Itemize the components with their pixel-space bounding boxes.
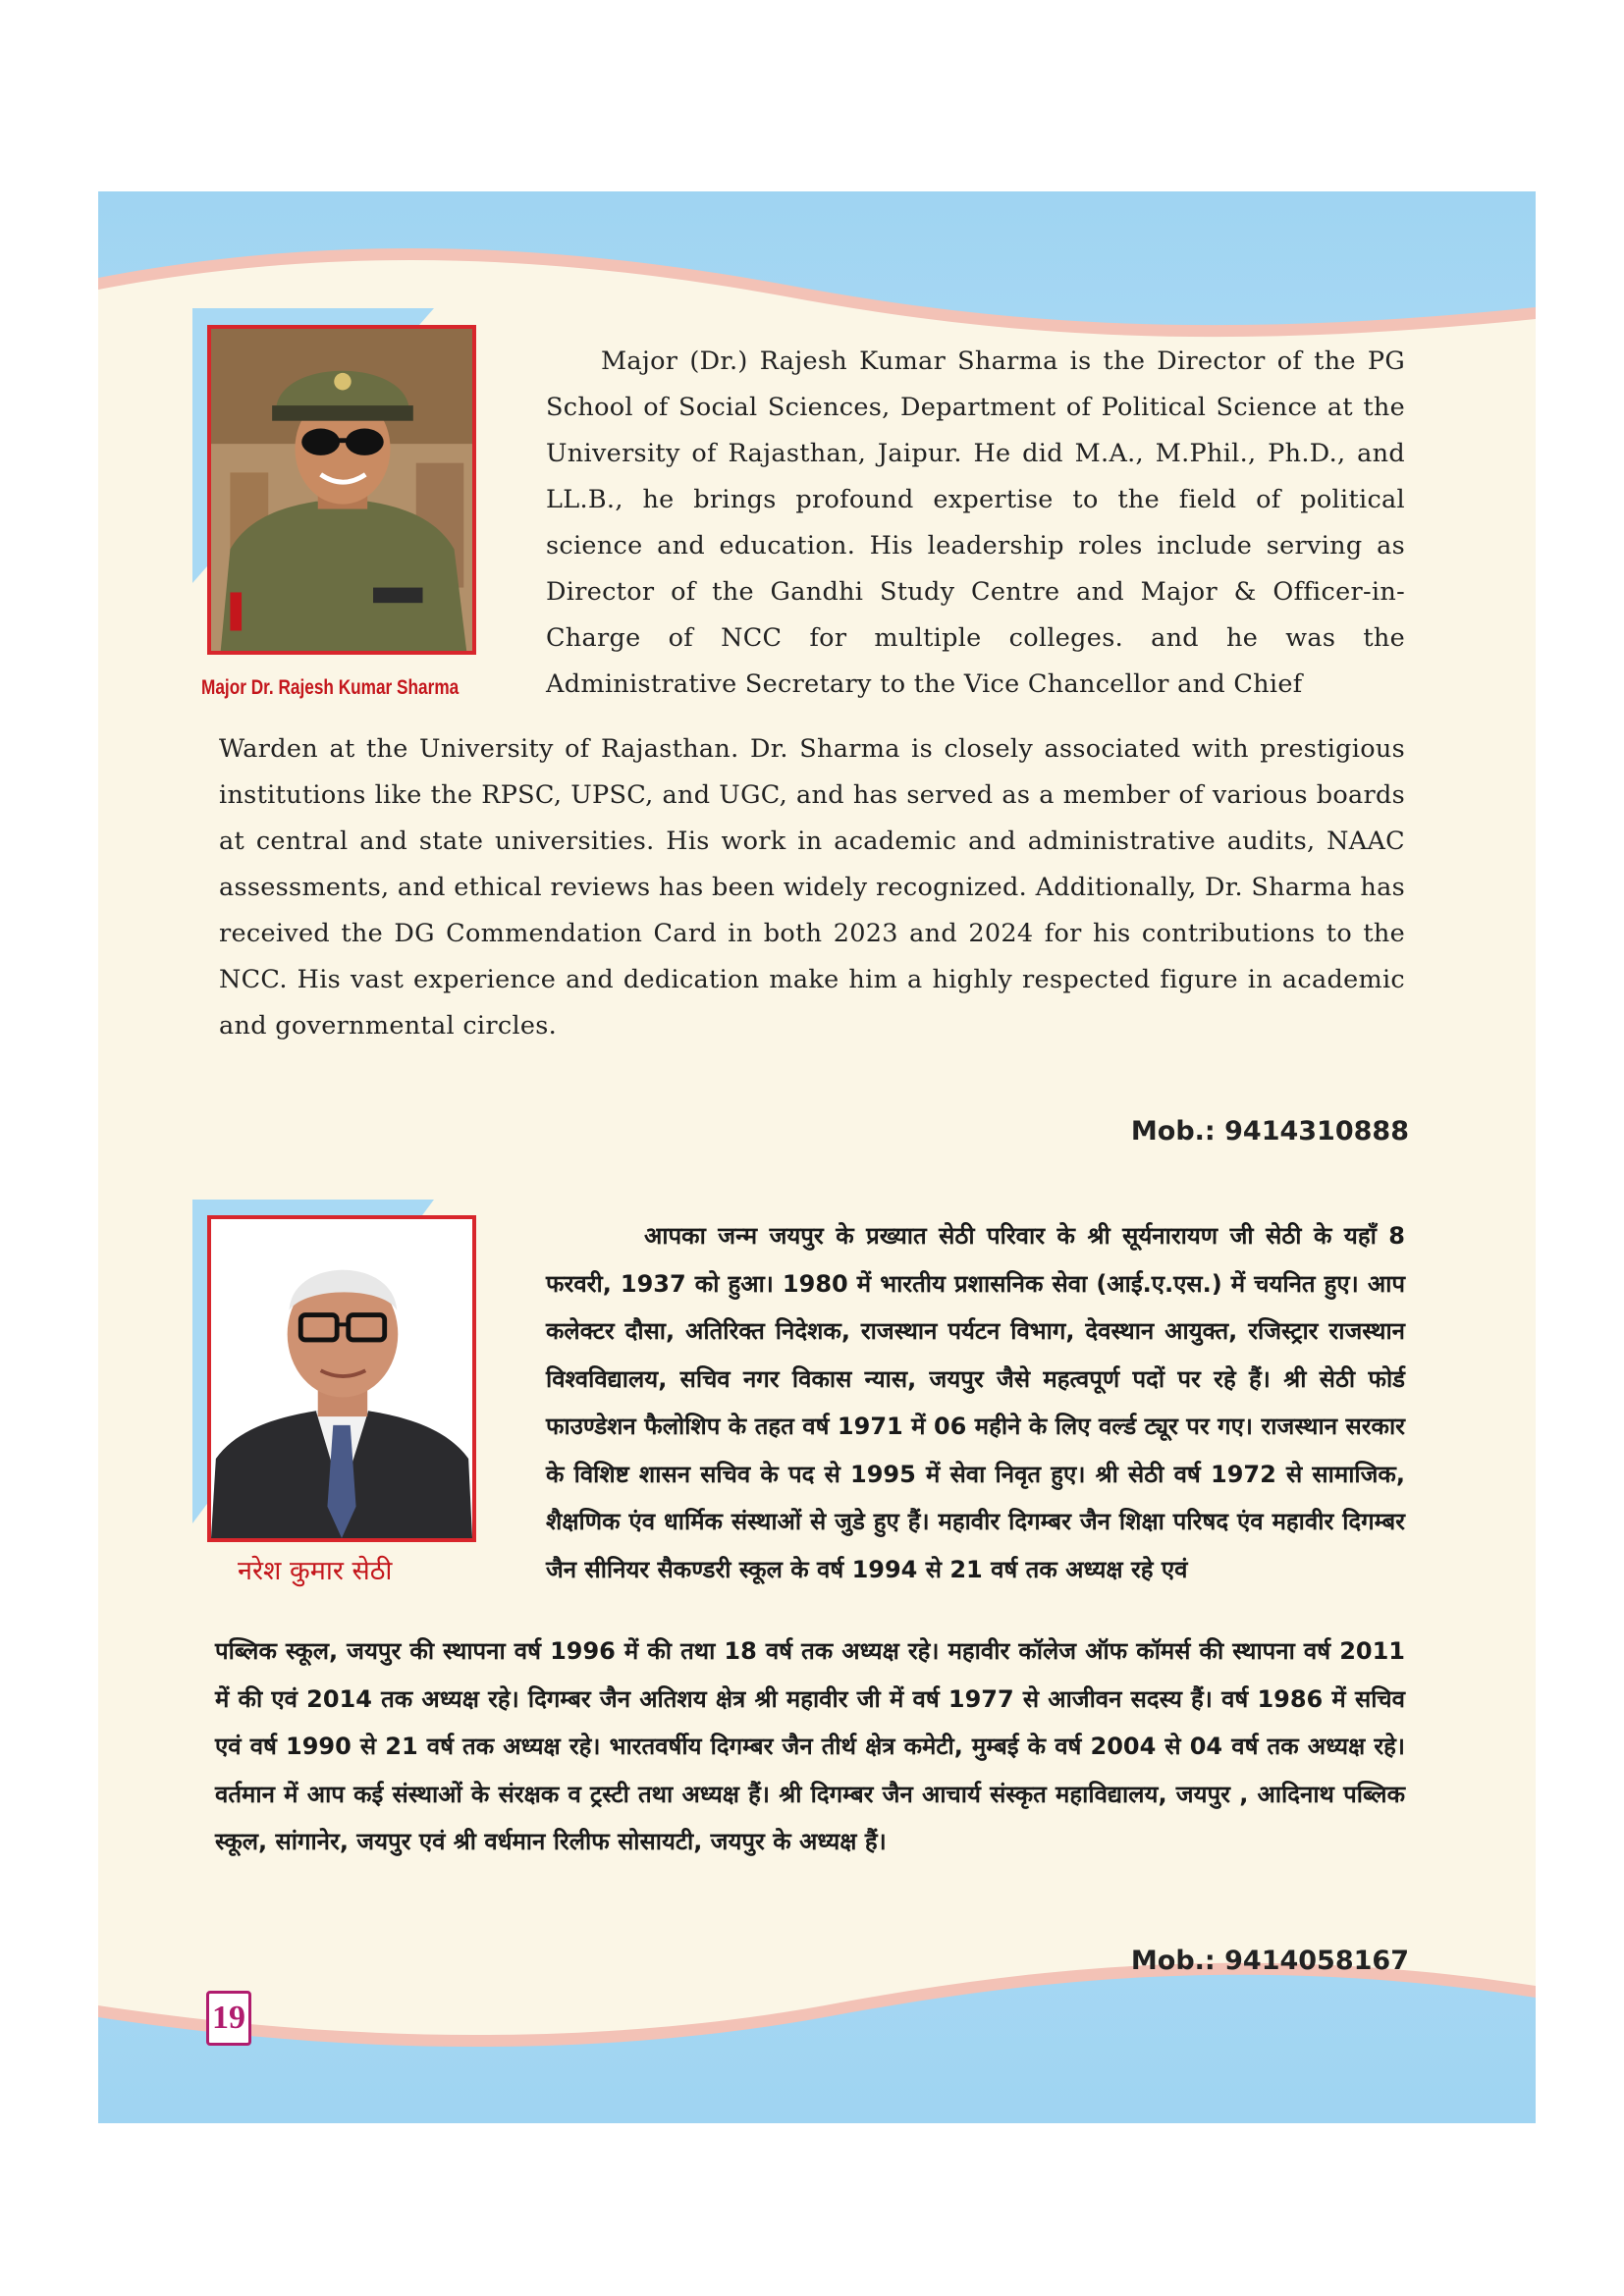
profile-1-paragraph-top: Major (Dr.) Rajesh Kumar Sharma is the Director of the PG School of Social Sciences, Department of Political Science at the University of Rajasthan, Jaipur. He did M.A., M.Phil., Ph.D., and LL.B., he brings profound expertise to the field of political science and education. His leadership roles include serving as Director of the Gandhi Study Centre and Major & Officer-in-Charge of NCC for multiple colleges. and he was the Administrative Secretary to the Vice Chancellor and Chief <box>546 347 1405 699</box>
profile-photo-rajesh-sharma <box>207 325 476 655</box>
profile-photo-naresh-sethi <box>207 1215 476 1542</box>
profile-2-paragraph-bottom: पब्लिक स्कूल, जयपुर की स्थापना वर्ष 1996 में की तथा 18 वर्ष तक अध्यक्ष रहे। महावीर कॉलेज ऑफ कॉमर्स की स्थापना वर्ष 2011 में की एवं 2014 तक अध्यक्ष रहे। दिगम्बर जैन अतिशय क्षेत्र श्री महावीर जी में वर्ष 1977 से आजीवन सदस्य हैं। वर्ष 1986 में सचिव एवं वर्ष 1990 से 21 वर्ष तक अध्यक्ष रहे। भारतवर्षीय दिगम्बर जैन तीर्थ क्षेत्र कमेटी, मुम्बई के वर्ष 2004 से 04 वर्ष तक अध्यक्ष रहे। वर्तमान में आप कई संस्थाओं के संरक्षक व ट्रस्टी तथा अध्यक्ष हैं। श्री दिगम्बर जैन आचार्य संस्कृत महाविद्यालय, जयपुर , आदिनाथ पब्लिक स्कूल, सांगानेर, जयपुर एवं श्री वर्धमान रिलीफ सोसायटी, जयपुर के अध्यक्ष हैं। <box>215 1637 1405 1855</box>
profile-1-paragraph-bottom: Warden at the University of Rajasthan. Dr. Sharma is closely associated with prestigious institutions like the RPSC, UPSC, and UGC, and has served as a member of various boards at central and state universities. His work in academic and administrative audits, NAAC assessments, and ethical reviews has been widely recognized. Additionally, Dr. Sharma has received the DG Commendation Card in both 2023 and 2024 for his contributions to the NCC. His vast experience and dedication make him a highly respected figure in academic and governmental circles. <box>219 734 1405 1041</box>
page-number: 19 <box>206 1991 251 2046</box>
profile-2-paragraph-top: आपका जन्म जयपुर के प्रख्यात सेठी परिवार के श्री सूर्यनारायण जी सेठी के यहाँ 8 फरवरी, 1937 को हुआ। 1980 में भारतीय प्रशासनिक सेवा (आई.ए.एस.) में चयनित हुए। आप कलेक्टर दौसा, अतिरिक्त निदेशक, राजस्थान पर्यटन विभाग, देवस्थान आयुक्त, रजिस्ट्रार राजस्थान विश्वविद्यालय, सचिव नगर विकास न्यास, जयपुर जैसे महत्वपूर्ण पदों पर रहे हैं। श्री सेठी फोर्ड फाउण्डेशन फैलोशिप के तहत वर्ष 1971 में 06 महीने के लिए वर्ल्ड ट्यूर पर गए। राजस्थान सरकार के विशिष्ट शासन सचिव के पद से 1995 में सेवा निवृत हुए। श्री सेठी वर्ष 1972 से सामाजिक, शैक्षणिक एंव धार्मिक संस्थाओं से जुडे हुए हैं। महावीर दिगम्बर जैन शिक्षा परिषद एंव महावीर दिगम्बर जैन सीनियर सैकण्डरी स्कूल के वर्ष 1994 से 21 वर्ष तक अध्यक्ष रहे एवं <box>546 1222 1405 1583</box>
profile-2-mobile: Mob.: 9414058167 <box>1130 1946 1409 1976</box>
photo-caption-1: Major Dr. Rajesh Kumar Sharma <box>201 676 460 699</box>
photo-caption-2: नरेश कुमार सेठी <box>238 1556 393 1586</box>
profile-1-mobile: Mob.: 9414310888 <box>1130 1116 1409 1147</box>
